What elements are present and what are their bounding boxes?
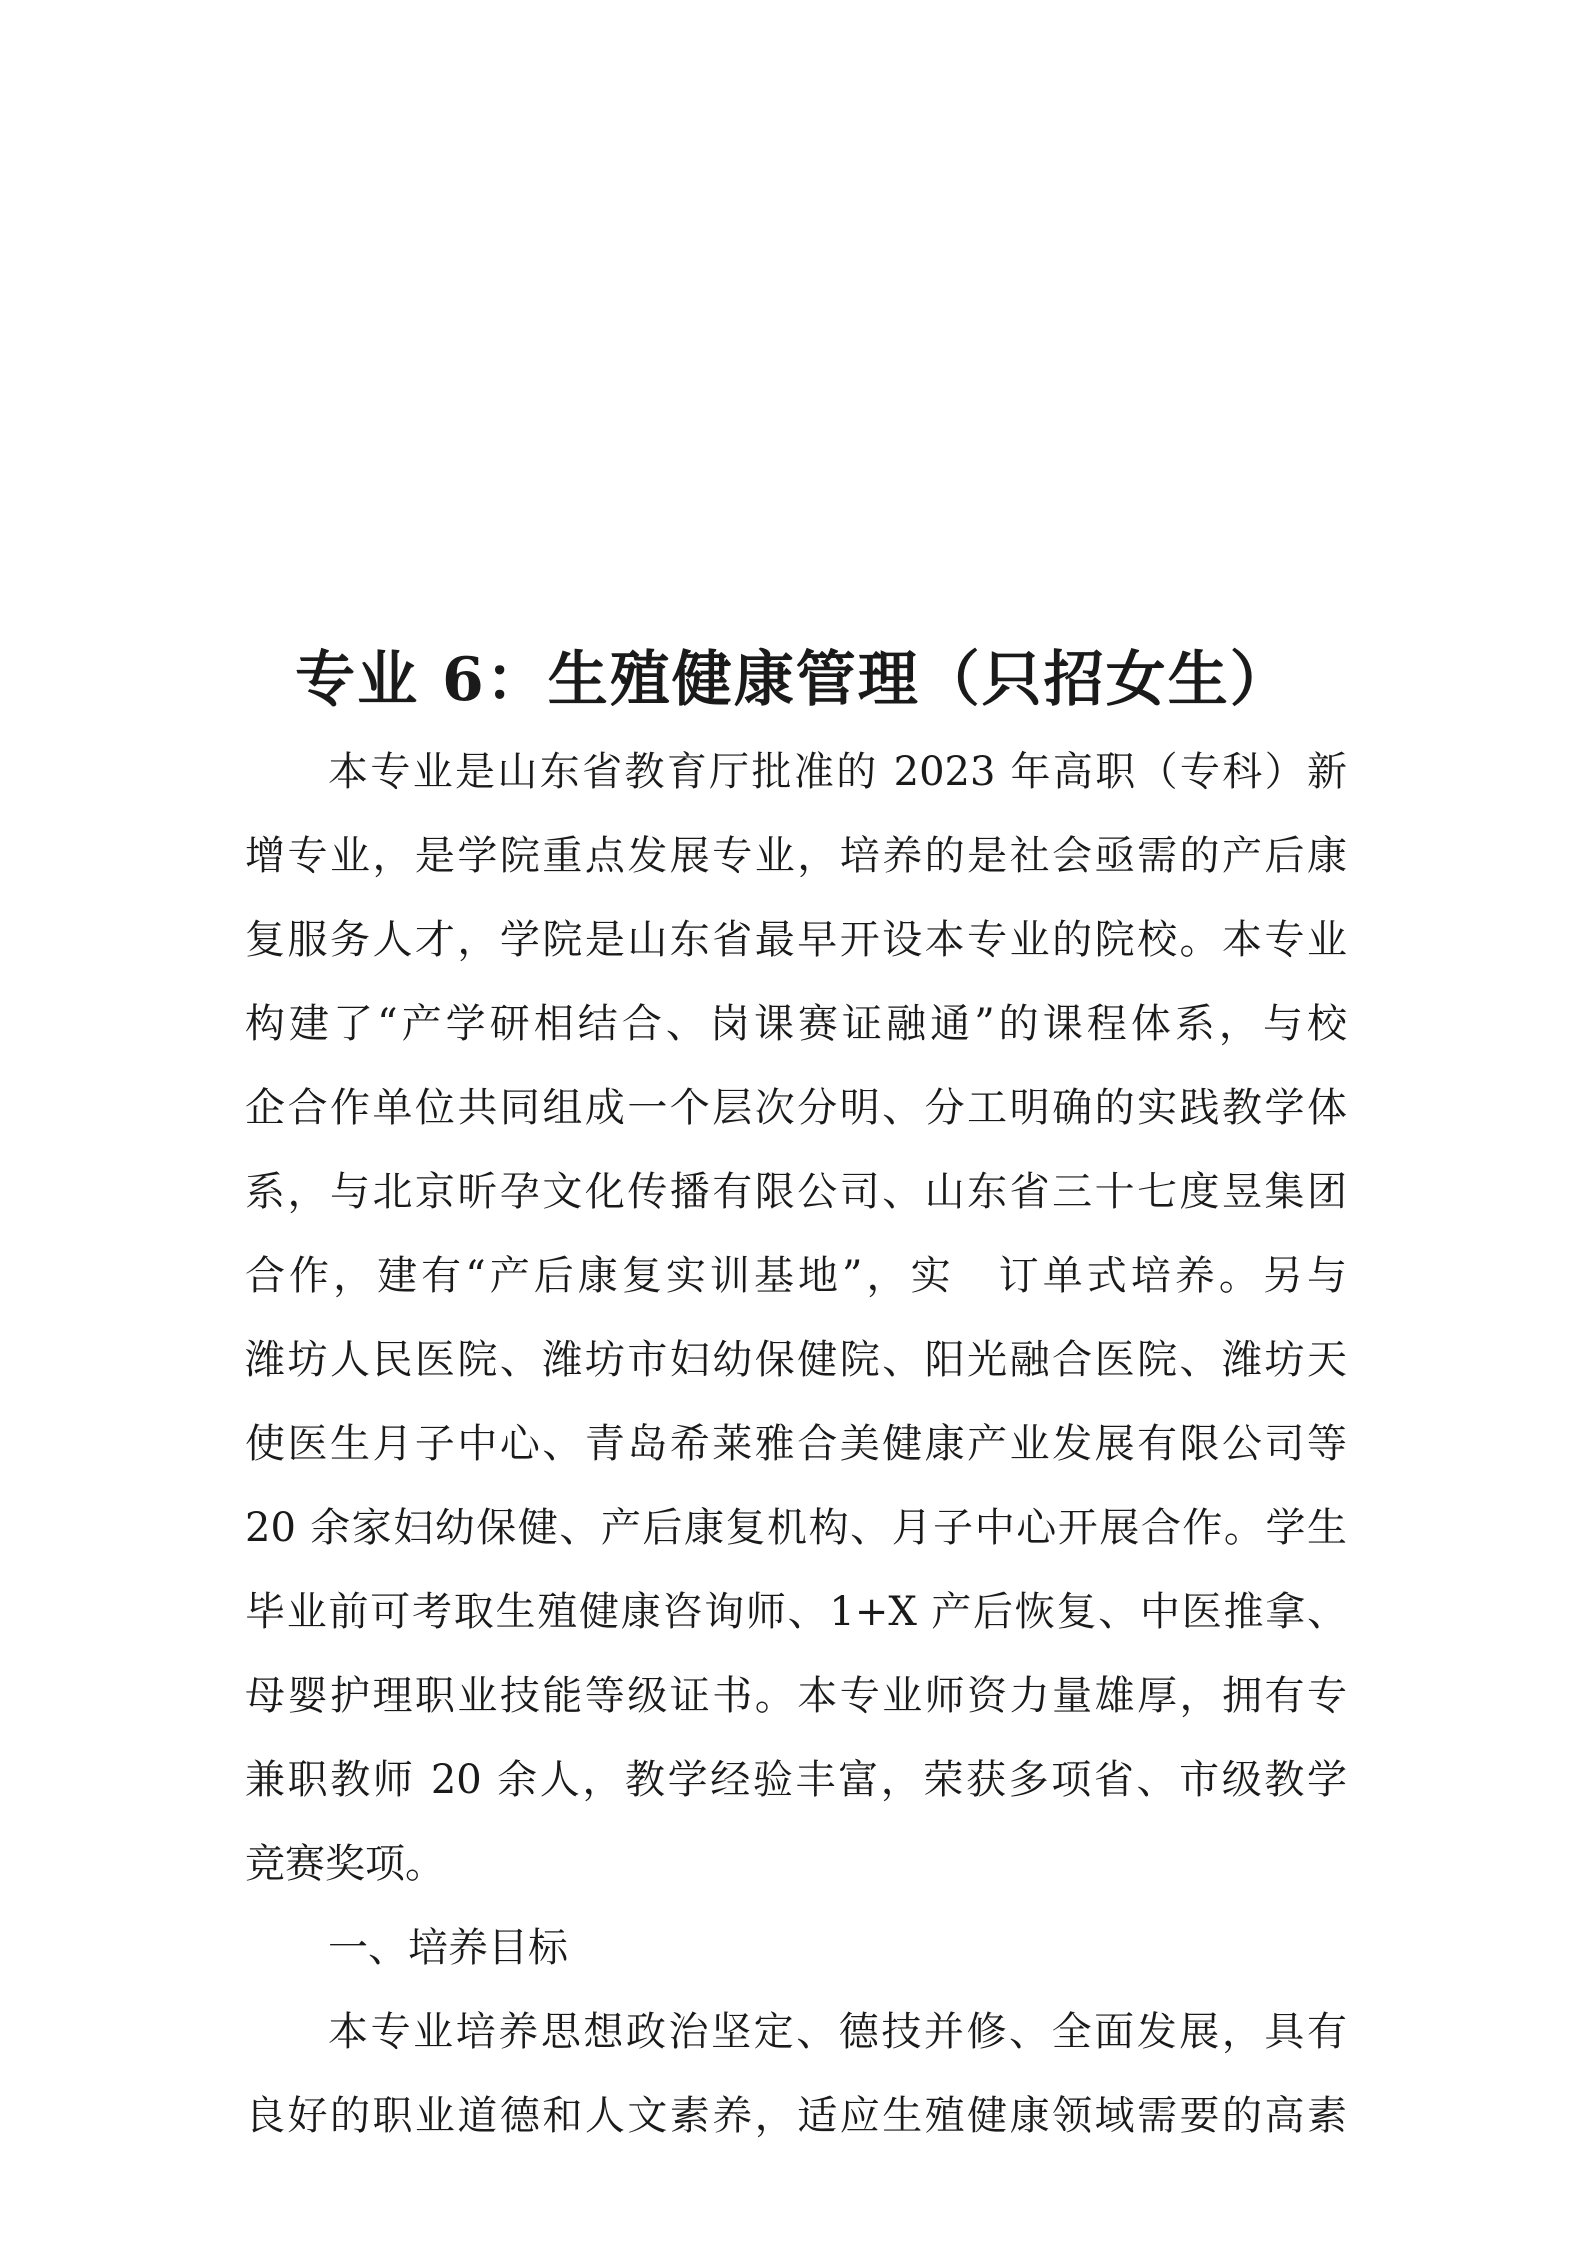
paragraph-1-line: 系，与北京昕孕文化传播有限公司、山东省三十七度昱集团 [245,1169,1347,1215]
paragraph-1-line: 兼职教师 20 余人，教学经验丰富，荣获多项省、市级教学 [245,1757,1347,1803]
paragraph-2-line: 良好的职业道德和人文素养，适应生殖健康领域需要的高素 [245,2093,1347,2139]
page-title: 专业 6：生殖健康管理（只招女生） [295,645,1292,715]
paragraph-2-line: 本专业培养思想政治坚定、德技并修、全面发展，具有 [328,2009,1347,2055]
paragraph-1-line: 复服务人才，学院是山东省最早开设本专业的院校。本专业 [245,917,1347,963]
paragraph-1-line: 构建了“产学研相结合、岗课赛证融通”的课程体系，与校 [245,1001,1347,1047]
paragraph-1-line: 20 余家妇幼保健、产后康复机构、月子中心开展合作。学生 [245,1505,1347,1551]
paragraph-1-line: 竞赛奖项。 [245,1841,445,1887]
paragraph-1-line: 企合作单位共同组成一个层次分明、分工明确的实践教学体 [245,1085,1347,1131]
paragraph-1-line: 潍坊人民医院、潍坊市妇幼保健院、阳光融合医院、潍坊天 [245,1337,1347,1383]
paragraph-1-line: 增专业，是学院重点发展专业，培养的是社会亟需的产后康 [245,833,1347,879]
section-heading: 一、培养目标 [328,1925,568,1971]
paragraph-1-line: 使医生月子中心、青岛希莱雅合美健康产业发展有限公司等 [245,1421,1347,1467]
paragraph-1-line: 合作，建有“产后康复实训基地”，实 订单式培养。另与 [245,1253,1347,1299]
paragraph-1-line: 母婴护理职业技能等级证书。本专业师资力量雄厚，拥有专 [245,1673,1347,1719]
paragraph-1-line: 本专业是山东省教育厅批准的 2023 年高职（专科）新 [328,749,1347,795]
paragraph-1-line: 毕业前可考取生殖健康咨询师、1+X 产后恢复、中医推拿、 [245,1589,1347,1635]
